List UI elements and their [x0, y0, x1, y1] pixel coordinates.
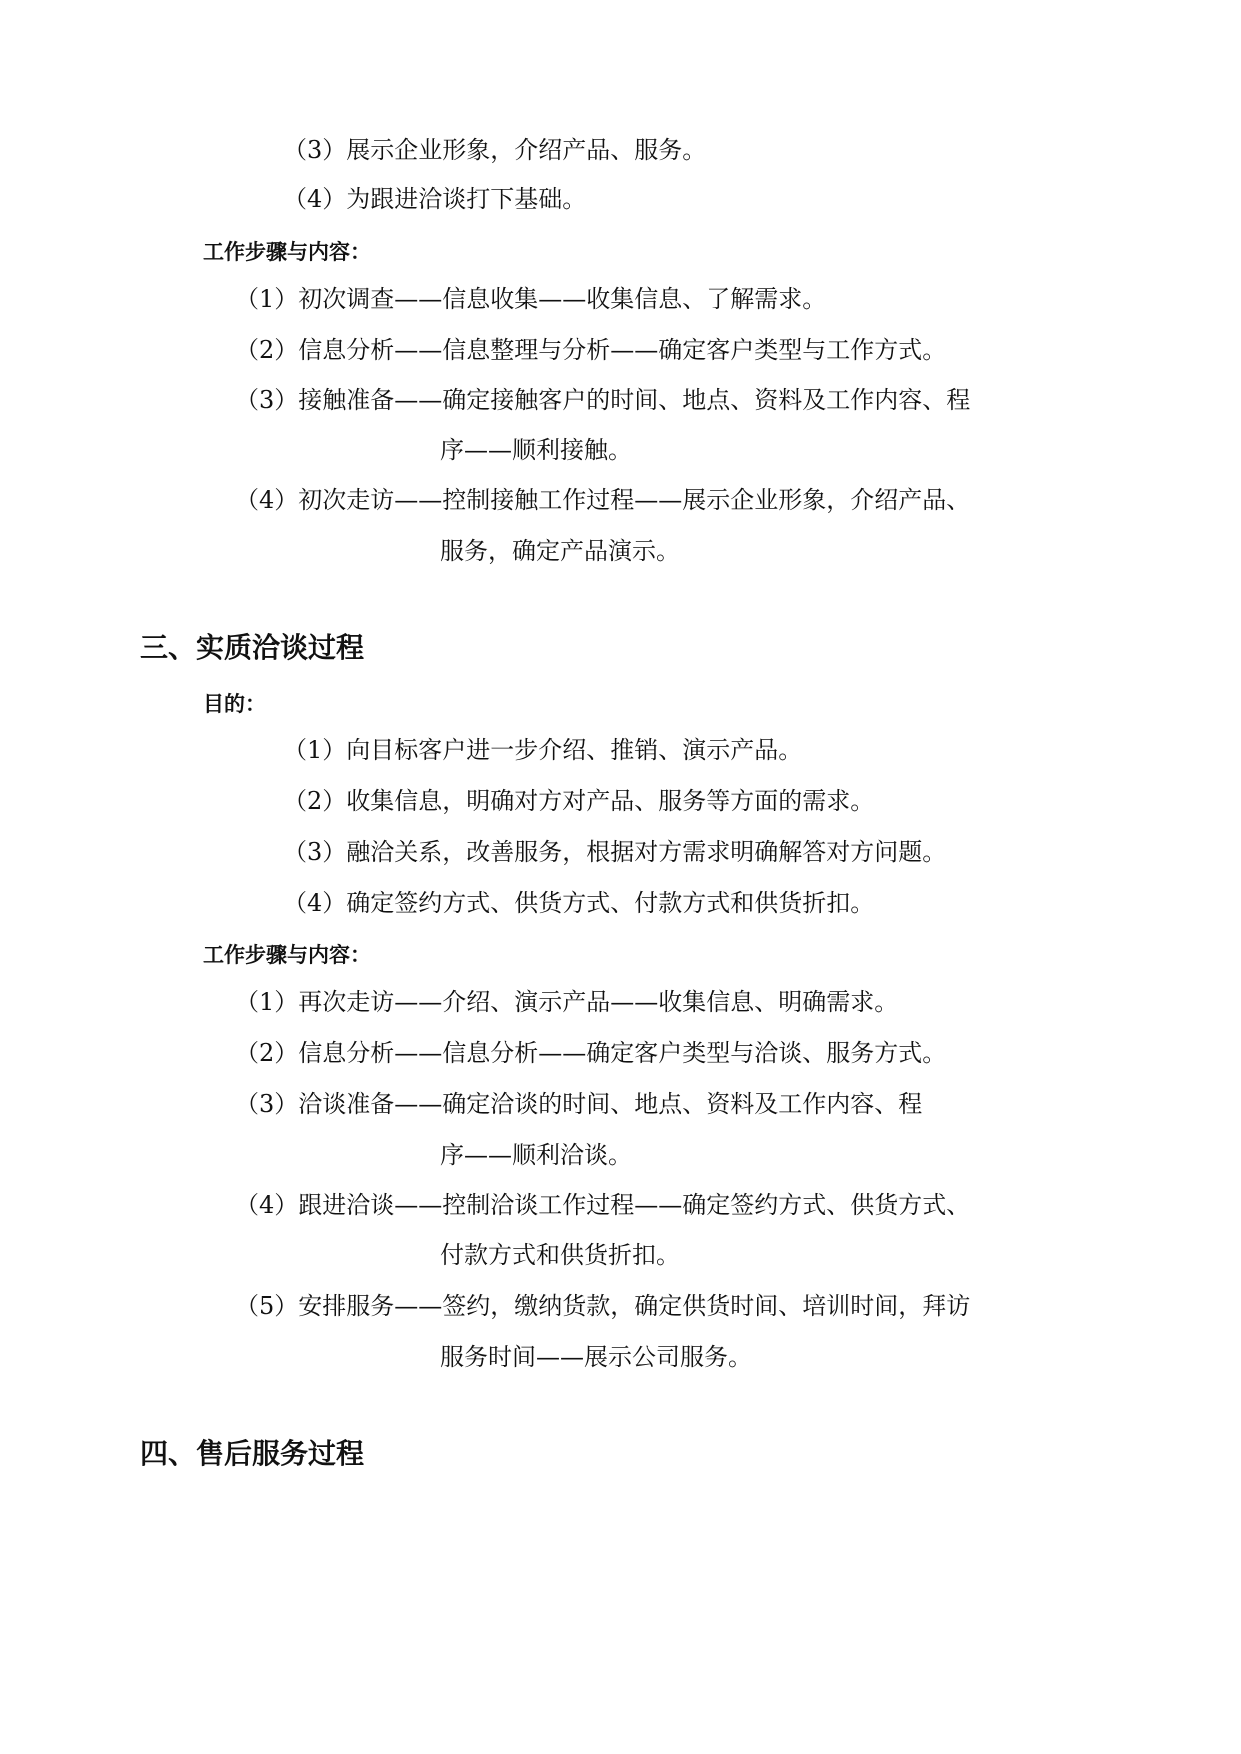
step-item: （5）安排服务——签约，缴纳货款，确定供货时间、培训时间，拜访 [235, 1292, 971, 1320]
steps-label: 工作步骤与内容： [203, 240, 371, 264]
purpose-item: （3）融洽关系，改善服务，根据对方需求明确解答对方问题。 [283, 838, 947, 866]
purpose-item: （4）为跟进洽谈打下基础。 [283, 185, 587, 213]
purpose-item: （1）向目标客户进一步介绍、推销、演示产品。 [283, 736, 803, 764]
step-item: （3）接触准备——确定接触客户的时间、地点、资料及工作内容、程 [235, 386, 971, 414]
purpose-item: （4）确定签约方式、供货方式、付款方式和供货折扣。 [283, 889, 875, 917]
purpose-item: （2）收集信息，明确对方对产品、服务等方面的需求。 [283, 787, 875, 815]
step-item-continuation: 序——顺利接触。 [440, 436, 632, 464]
step-item: （4）初次走访——控制接触工作过程——展示企业形象，介绍产品、 [235, 486, 971, 514]
step-item: （2）信息分析——信息分析——确定客户类型与洽谈、服务方式。 [235, 1039, 947, 1067]
step-item: （1）初次调查——信息收集——收集信息、了解需求。 [235, 285, 827, 313]
section-heading: 四、售后服务过程 [140, 1437, 365, 1470]
step-item: （3）洽谈准备——确定洽谈的时间、地点、资料及工作内容、程 [235, 1090, 923, 1118]
step-item: （1）再次走访——介绍、演示产品——收集信息、明确需求。 [235, 988, 899, 1016]
step-item: （2）信息分析——信息整理与分析——确定客户类型与工作方式。 [235, 336, 947, 364]
purpose-item: （3）展示企业形象，介绍产品、服务。 [283, 136, 707, 164]
step-item-continuation: 序——顺利洽谈。 [440, 1141, 632, 1169]
purpose-label: 目的： [203, 692, 266, 716]
step-item: （4）跟进洽谈——控制洽谈工作过程——确定签约方式、供货方式、 [235, 1191, 971, 1219]
section-heading: 三、实质洽谈过程 [140, 631, 365, 664]
step-item-continuation: 服务，确定产品演示。 [440, 537, 680, 565]
step-item-continuation: 付款方式和供货折扣。 [440, 1241, 680, 1269]
steps-label: 工作步骤与内容： [203, 943, 371, 967]
step-item-continuation: 服务时间——展示公司服务。 [440, 1343, 752, 1371]
